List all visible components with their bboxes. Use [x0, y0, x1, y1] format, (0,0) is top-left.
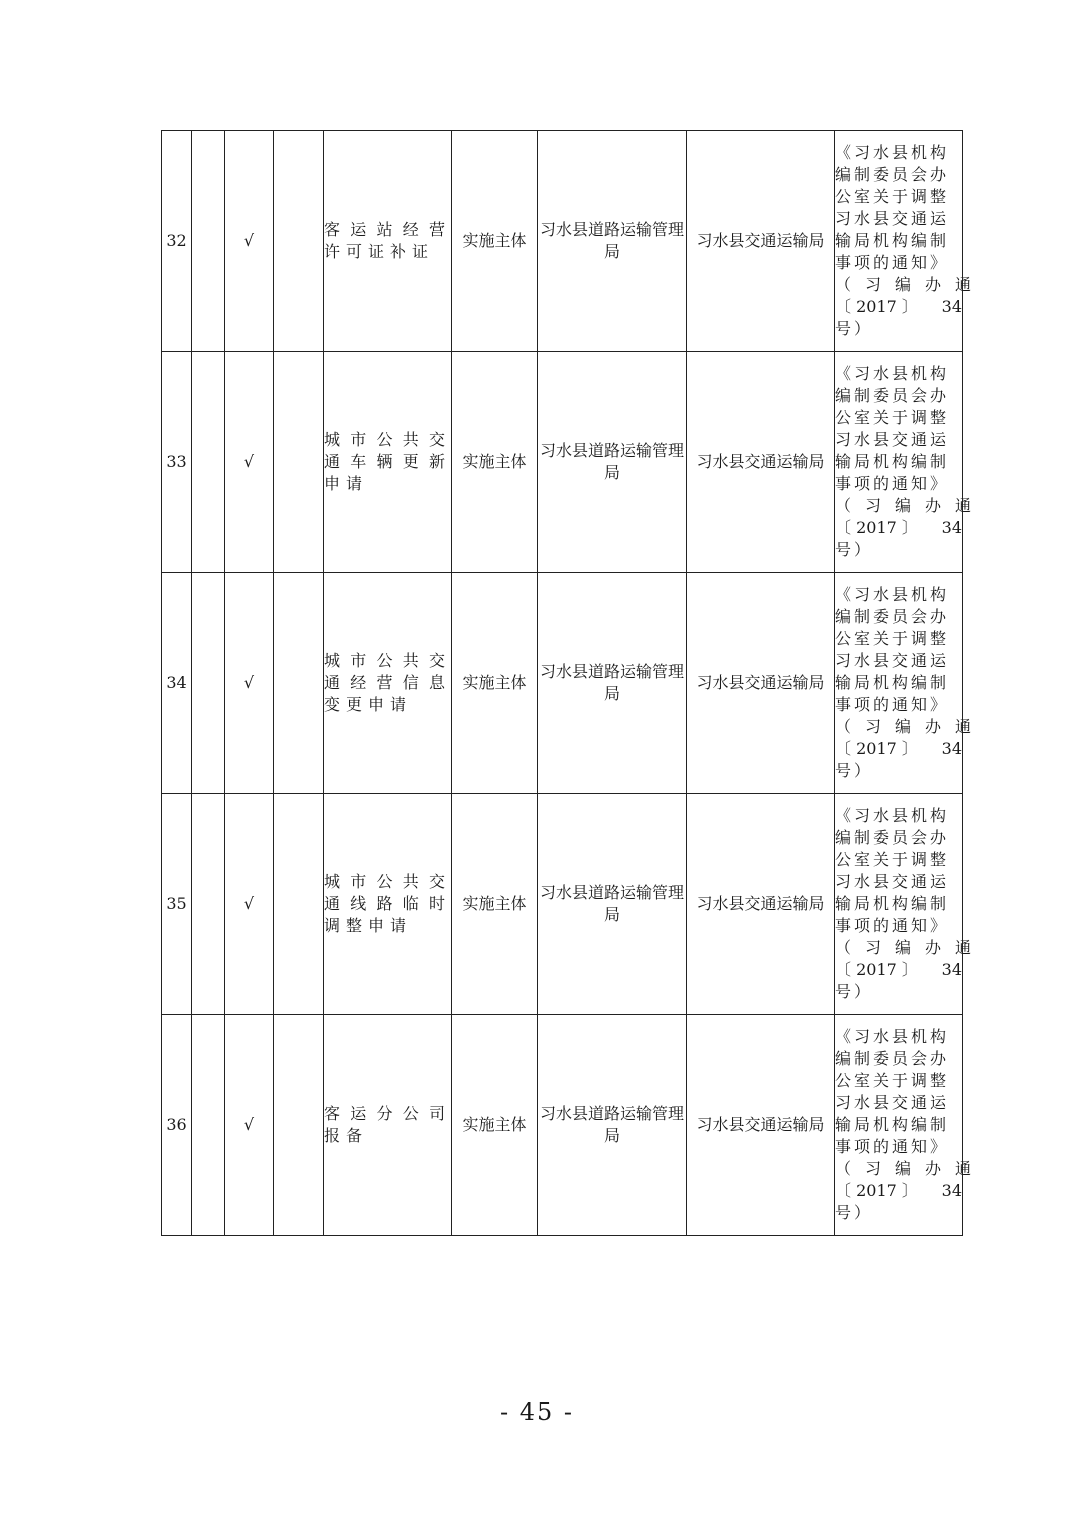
implementing-body: 习水县道路运输管理局	[538, 794, 687, 1015]
table-row	[162, 352, 963, 573]
basis-ref-year: 〔 2017 〕	[835, 960, 918, 979]
matter-name: 城市公共交通经营信息变更申请	[324, 573, 452, 794]
legal-basis	[835, 573, 986, 794]
matter-name: 城市公共交通车辆更新申请	[324, 352, 452, 573]
basis-line: 《习水县机构	[835, 364, 950, 383]
empty-cell	[274, 1015, 324, 1236]
basis-line: 输局机构编制	[835, 452, 950, 471]
basis-line: 号）	[835, 761, 874, 780]
implementing-body: 习水县道路运输管理局	[538, 573, 687, 794]
basis-ref-year: 〔 2017 〕	[835, 739, 918, 758]
basis-line: 事项的通知》	[835, 474, 950, 493]
basis-ref-year: 〔 2017 〕	[835, 297, 918, 316]
basis-line: 编制委员会办	[835, 165, 950, 184]
table-row	[162, 131, 963, 352]
competent-department: 习水县交通运输局	[687, 573, 835, 794]
matter-type: 实施主体	[452, 1015, 538, 1236]
basis-line: 习水县交通运	[835, 651, 950, 670]
basis-ref-number: 34	[941, 960, 962, 979]
basis-ref-number: 34	[941, 297, 962, 316]
legal-basis	[835, 1015, 986, 1236]
empty-cell	[192, 1015, 225, 1236]
matter-type: 实施主体	[452, 131, 538, 352]
empty-cell	[274, 794, 324, 1015]
checkmark: √	[225, 1015, 274, 1236]
basis-ref-number: 34	[941, 518, 962, 537]
basis-document-ref	[835, 1180, 962, 1202]
basis-line: 习水县交通运	[835, 872, 950, 891]
basis-document-ref	[835, 738, 962, 760]
basis-line: 公室关于调整	[835, 1071, 950, 1090]
matter-type: 实施主体	[452, 352, 538, 573]
matter-type: 实施主体	[452, 573, 538, 794]
empty-cell	[192, 573, 225, 794]
basis-line: 输局机构编制	[835, 1115, 950, 1134]
basis-line: 编制委员会办	[835, 386, 950, 405]
basis-line: 事项的通知》	[835, 1137, 950, 1156]
competent-department: 习水县交通运输局	[687, 131, 835, 352]
basis-line: 《习水县机构	[835, 585, 950, 604]
empty-cell	[274, 573, 324, 794]
table-row	[162, 1015, 963, 1236]
legal-basis	[835, 794, 986, 1015]
basis-line: 公室关于调整	[835, 187, 950, 206]
matter-name: 城市公共交通线路临时调整申请	[324, 794, 452, 1015]
basis-line: 《习水县机构	[835, 143, 950, 162]
table-row	[162, 573, 963, 794]
basis-line: 编制委员会办	[835, 1049, 950, 1068]
basis-line: 公室关于调整	[835, 629, 950, 648]
basis-ref-number: 34	[941, 1181, 962, 1200]
matter-type: 实施主体	[452, 794, 538, 1015]
basis-line: 公室关于调整	[835, 850, 950, 869]
basis-line: 输局机构编制	[835, 894, 950, 913]
basis-document-ref	[835, 517, 962, 539]
row-number: 36	[162, 1015, 192, 1236]
implementing-body: 习水县道路运输管理局	[538, 352, 687, 573]
basis-line: 号）	[835, 319, 874, 338]
row-number: 32	[162, 131, 192, 352]
basis-line: （习编办通	[835, 496, 986, 515]
basis-line: 号）	[835, 540, 874, 559]
row-number: 35	[162, 794, 192, 1015]
empty-cell	[274, 131, 324, 352]
basis-line: 编制委员会办	[835, 607, 950, 626]
matter-name: 客运分公司报备	[324, 1015, 452, 1236]
basis-document-ref	[835, 296, 962, 318]
basis-line: 公室关于调整	[835, 408, 950, 427]
checkmark: √	[225, 352, 274, 573]
checkmark: √	[225, 131, 274, 352]
basis-line: 编制委员会办	[835, 828, 950, 847]
basis-line: 输局机构编制	[835, 673, 950, 692]
empty-cell	[274, 352, 324, 573]
basis-ref-number: 34	[941, 739, 962, 758]
row-number: 34	[162, 573, 192, 794]
basis-line: （习编办通	[835, 717, 986, 736]
legal-basis	[835, 131, 986, 352]
basis-line: 事项的通知》	[835, 916, 950, 935]
empty-cell	[192, 794, 225, 1015]
basis-line: 《习水县机构	[835, 1027, 950, 1046]
basis-line: 习水县交通运	[835, 209, 950, 228]
basis-line: 事项的通知》	[835, 253, 950, 272]
basis-line: 号）	[835, 982, 874, 1001]
empty-cell	[192, 352, 225, 573]
basis-line: 输局机构编制	[835, 231, 950, 250]
basis-line: 习水县交通运	[835, 1093, 950, 1112]
empty-cell	[192, 131, 225, 352]
checkmark: √	[225, 573, 274, 794]
basis-line: （习编办通	[835, 938, 986, 957]
matters-table	[161, 130, 986, 1236]
page-number: - 45 -	[499, 1398, 574, 1426]
legal-basis	[835, 352, 986, 573]
table-row	[162, 794, 963, 1015]
basis-line: 《习水县机构	[835, 806, 950, 825]
matter-name: 客运站经营许可证补证	[324, 131, 452, 352]
implementing-body: 习水县道路运输管理局	[538, 131, 687, 352]
row-number: 33	[162, 352, 192, 573]
implementing-body: 习水县道路运输管理局	[538, 1015, 687, 1236]
basis-line: 号）	[835, 1203, 874, 1222]
checkmark: √	[225, 794, 274, 1015]
basis-ref-year: 〔 2017 〕	[835, 518, 918, 537]
basis-line: （习编办通	[835, 275, 986, 294]
basis-line: 习水县交通运	[835, 430, 950, 449]
competent-department: 习水县交通运输局	[687, 794, 835, 1015]
basis-ref-year: 〔 2017 〕	[835, 1181, 918, 1200]
basis-line: （习编办通	[835, 1159, 986, 1178]
competent-department: 习水县交通运输局	[687, 1015, 835, 1236]
competent-department: 习水县交通运输局	[687, 352, 835, 573]
basis-document-ref	[835, 959, 962, 981]
basis-line: 事项的通知》	[835, 695, 950, 714]
